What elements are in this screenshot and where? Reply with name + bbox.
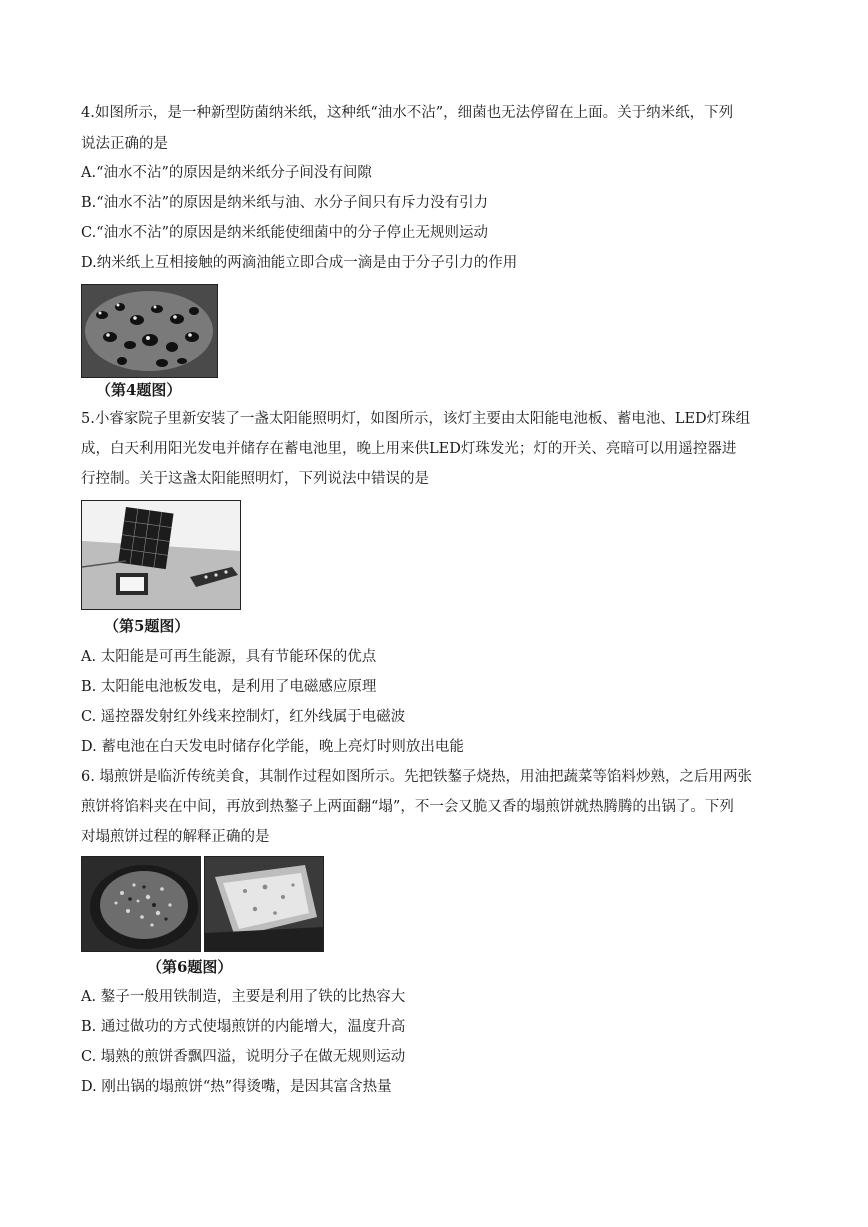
q4-option-a: A.“油水不沾”的原因是纳米纸分子间没有间隙 bbox=[81, 165, 372, 181]
q5-figure-caption: （第5题图） bbox=[104, 617, 190, 635]
q6-pancake-figure-left bbox=[81, 856, 201, 952]
q6-pancake-figure-right bbox=[204, 856, 324, 952]
q5-option-d: D. 蓄电池在白天发电时储存化学能，晚上亮灯时则放出电能 bbox=[81, 739, 464, 755]
q4-stem-line-1: 4.如图所示，是一种新型防菌纳米纸，这种纸“油水不沾”，细菌也无法停留在上面。关于纳米纸，下列 bbox=[81, 105, 734, 121]
q6-option-c: C. 塌熟的煎饼香飘四溢，说明分子在做无规则运动 bbox=[81, 1049, 406, 1065]
q6-option-b: B. 通过做功的方式使塌煎饼的内能增大，温度升高 bbox=[81, 1019, 406, 1035]
q4-figure-caption: （第4题图） bbox=[96, 381, 182, 399]
q4-stem-line-2: 说法正确的是 bbox=[81, 136, 168, 152]
q6-figure-caption: （第6题图） bbox=[147, 958, 233, 976]
q4-option-b: B.“油水不沾”的原因是纳米纸与油、水分子间只有斥力没有引力 bbox=[81, 195, 489, 211]
q5-stem-line-2: 成，白天利用阳光发电并储存在蓄电池里，晚上用来供LED灯珠发光；灯的开关、亮暗可以用遥控器进 bbox=[81, 441, 737, 457]
q5-option-b: B. 太阳能电池板发电，是利用了电磁感应原理 bbox=[81, 679, 377, 695]
q6-option-a: A. 鏊子一般用铁制造，主要是利用了铁的比热容大 bbox=[81, 989, 406, 1005]
q5-stem-line-1: 5.小睿家院子里新安装了一盏太阳能照明灯，如图所示，该灯主要由太阳能电池板、蓄电池、LED灯珠组 bbox=[81, 411, 751, 427]
q6-option-d: D. 刚出锅的塌煎饼“热”得烫嘴，是因其富含热量 bbox=[81, 1079, 392, 1095]
q4-option-c: C.“油水不沾”的原因是纳米纸能使细菌中的分子停止无规则运动 bbox=[81, 225, 489, 241]
q6-stem-line-2: 煎饼将馅料夹在中间，再放到热鏊子上两面翻“塌”，不一会又脆又香的塌煎饼就热腾腾的出锅了。下列 bbox=[81, 799, 734, 815]
q5-solar-lamp-figure bbox=[81, 500, 241, 610]
q5-stem-line-3: 行控制。关于这盏太阳能照明灯，下列说法中错误的是 bbox=[81, 471, 429, 487]
q4-option-d: D.纳米纸上互相接触的两滴油能立即合成一滴是由于分子引力的作用 bbox=[81, 255, 518, 271]
q4-nano-paper-figure bbox=[81, 284, 218, 378]
q5-option-a: A. 太阳能是可再生能源，具有节能环保的优点 bbox=[81, 649, 377, 665]
q6-stem-line-1: 6. 塌煎饼是临沂传统美食，其制作过程如图所示。先把铁鏊子烧热，用油把蔬菜等馅料炒熟，之后用两张 bbox=[81, 769, 752, 785]
q6-stem-line-3: 对塌煎饼过程的解释正确的是 bbox=[81, 829, 270, 845]
q5-option-c: C. 遥控器发射红外线来控制灯，红外线属于电磁波 bbox=[81, 709, 406, 725]
